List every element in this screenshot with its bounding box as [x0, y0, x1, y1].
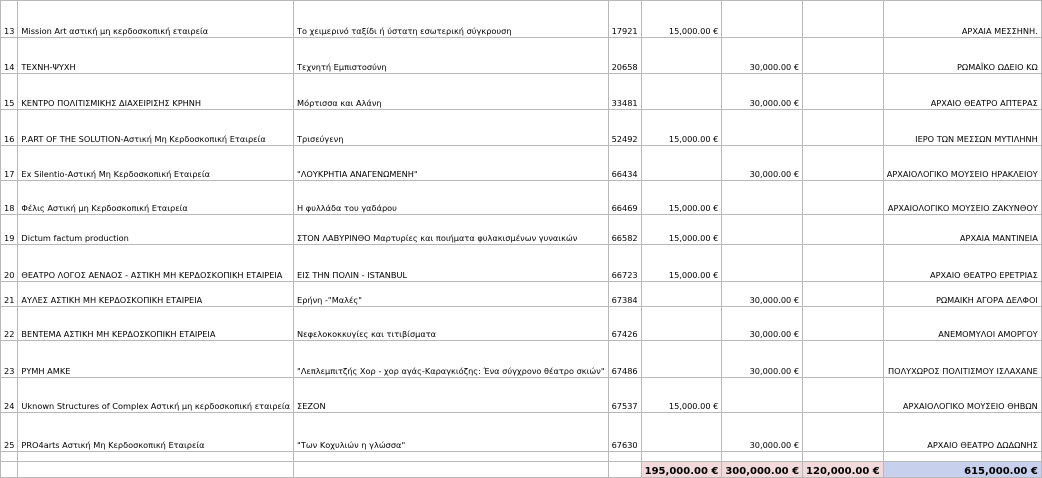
title-cell[interactable]: Νεφελοκοκκυγίες και τιτιβίσματα: [294, 307, 609, 341]
organization-cell[interactable]: P.ART OF THE SOLUTION-Αστική Μη Κερδοσκοπική Εταιρεία: [18, 110, 294, 146]
id-cell[interactable]: 66434: [608, 146, 641, 181]
total-b-cell[interactable]: 300,000.00 €: [722, 462, 803, 478]
organization-cell[interactable]: ΑΥΛΕΣ ΑΣΤΙΚΗ ΜΗ ΚΕΡΔΟΣΚΟΠΙΚΗ ΕΤΑΙΡΕΙΑ: [18, 282, 294, 307]
row-number: 23: [1, 341, 18, 378]
table-row[interactable]: [1, 282, 1042, 307]
amount-b-cell[interactable]: 30,000.00 €: [722, 146, 803, 181]
venue-cell[interactable]: ΑΡΧΑΙΑ ΜΕΣΣΗΝΗ.: [883, 1, 1041, 38]
amount-a-cell[interactable]: 15,000.00 €: [641, 1, 722, 38]
table-row[interactable]: [1, 74, 1042, 110]
amount-c-cell[interactable]: [803, 341, 884, 378]
amount-b-cell[interactable]: 30,000.00 €: [722, 341, 803, 378]
table-row[interactable]: [1, 215, 1042, 245]
table-row[interactable]: [1, 38, 1042, 74]
amount-c-cell[interactable]: [803, 413, 884, 452]
venue-cell[interactable]: ΑΡΧΑΙΟ ΘΕΑΤΡΟ ΑΠΤΕΡΑΣ: [883, 74, 1041, 110]
title-cell[interactable]: "ΛΟΥΚΡΗΤΙΑ ΑΝΑΓΕΝΩΜΕΝΗ": [294, 146, 609, 181]
amount-a-cell[interactable]: 15,000.00 €: [641, 181, 722, 215]
title-cell[interactable]: "Λεπλεμπιτζής Χορ - χορ αγάς-Καραγκιόζης: Ένα σύγχρονο θέατρο σκιών": [294, 341, 609, 378]
title-cell[interactable]: ΣΕΖΟΝ: [294, 378, 609, 413]
empty-cell: [722, 452, 803, 462]
organization-cell[interactable]: ΒΕΝΤΕΜΑ ΑΣΤΙΚΗ ΜΗ ΚΕΡΔΟΣΚΟΠΙΚΗ ΕΤΑΙΡΕΙΑ: [18, 307, 294, 341]
row-number: 21: [1, 282, 18, 307]
row-number: 24: [1, 378, 18, 413]
amount-b-cell[interactable]: 30,000.00 €: [722, 38, 803, 74]
amount-a-cell[interactable]: 15,000.00 €: [641, 245, 722, 282]
amount-a-cell[interactable]: [641, 413, 722, 452]
amount-b-cell[interactable]: 30,000.00 €: [722, 74, 803, 110]
id-cell[interactable]: 67537: [608, 378, 641, 413]
row-number: 16: [1, 110, 18, 146]
empty-cell: [294, 452, 609, 462]
amount-c-cell[interactable]: [803, 146, 884, 181]
row-number: 22: [1, 307, 18, 341]
venue-cell[interactable]: ΑΡΧΑΙΟ ΘΕΑΤΡΟ ΕΡΕΤΡΙΑΣ: [883, 245, 1041, 282]
amount-a-cell[interactable]: [641, 38, 722, 74]
amount-b-cell[interactable]: 30,000.00 €: [722, 413, 803, 452]
row-number: 25: [1, 413, 18, 452]
empty-cell: [608, 452, 641, 462]
id-cell[interactable]: 66723: [608, 245, 641, 282]
organization-cell[interactable]: ΚΕΝΤΡΟ ΠΟΛΙΤΙΣΜΙΚΗΣ ΔΙΑΧΕΙΡΙΣΗΣ ΚΡΗΝΗ: [18, 74, 294, 110]
id-cell[interactable]: 67486: [608, 341, 641, 378]
amount-c-cell[interactable]: [803, 110, 884, 146]
id-cell[interactable]: 67384: [608, 282, 641, 307]
table-row[interactable]: [1, 181, 1042, 215]
table-row[interactable]: [1, 146, 1042, 181]
amount-c-cell[interactable]: [803, 282, 884, 307]
total-a-cell[interactable]: 195,000.00 €: [641, 462, 722, 478]
venue-cell[interactable]: ΠΟΛΥΧΩΡΟΣ ΠΟΛΙΤΙΣΜΟΥ ΙΣΛΑΧΑΝΕ: [883, 341, 1041, 378]
table-row[interactable]: [1, 307, 1042, 341]
grand-total-cell[interactable]: 615,000.00 €: [883, 462, 1041, 478]
id-cell[interactable]: 67426: [608, 307, 641, 341]
venue-cell[interactable]: ΑΝΕΜΟΜΥΛΟΙ ΑΜΟΡΓΟΥ: [883, 307, 1041, 341]
organization-cell[interactable]: ΡΥΜΗ ΑΜΚΕ: [18, 341, 294, 378]
title-cell[interactable]: Μόρτισσα και Αλάνη: [294, 74, 609, 110]
empty-cell: [803, 452, 884, 462]
empty-cell: [608, 462, 641, 478]
amount-a-cell[interactable]: 15,000.00 €: [641, 378, 722, 413]
amount-b-cell[interactable]: [722, 181, 803, 215]
title-cell[interactable]: "Των Κοχυλιών η γλώσσα": [294, 413, 609, 452]
table-row[interactable]: [1, 1, 1042, 38]
venue-cell[interactable]: ΑΡΧΑΙΟ ΘΕΑΤΡΟ ΔΩΔΩΝΗΣ: [883, 413, 1041, 452]
amount-c-cell[interactable]: [803, 74, 884, 110]
title-cell[interactable]: Το χειμερινό ταξίδι ή ύστατη εσωτερική σύγκρουση: [294, 1, 609, 38]
title-cell[interactable]: ΕΙΣ ΤΗΝ ΠΟΛΙΝ - ISTANBUL: [294, 245, 609, 282]
amount-b-cell[interactable]: [722, 245, 803, 282]
empty-cell: [18, 462, 294, 478]
id-cell[interactable]: 52492: [608, 110, 641, 146]
amount-c-cell[interactable]: [803, 307, 884, 341]
table-row[interactable]: [1, 378, 1042, 413]
venue-cell[interactable]: ΡΩΜΑΪΚΟ ΩΔΕΙΟ ΚΩ: [883, 38, 1041, 74]
table-row[interactable]: [1, 110, 1042, 146]
empty-cell: [883, 452, 1041, 462]
title-cell[interactable]: Ερήνη -"Μαλές": [294, 282, 609, 307]
amount-a-cell[interactable]: [641, 282, 722, 307]
totals-row[interactable]: [1, 462, 1042, 478]
table-row[interactable]: [1, 413, 1042, 452]
organization-cell[interactable]: ΘΕΑΤΡΟ ΛΟΓΟΣ ΑΕΝΑΟΣ - ΑΣΤΙΚΗ ΜΗ ΚΕΡΔΟΣΚΟΠΙΚΗ ΕΤΑΙΡΕΙΑ: [18, 245, 294, 282]
row-number: 18: [1, 181, 18, 215]
id-cell[interactable]: 66582: [608, 215, 641, 245]
amount-c-cell[interactable]: [803, 378, 884, 413]
amount-a-cell[interactable]: [641, 74, 722, 110]
organization-cell[interactable]: Dictum factum production: [18, 215, 294, 245]
row-number: 13: [1, 1, 18, 38]
amount-b-cell[interactable]: 30,000.00 €: [722, 307, 803, 341]
row-number: 15: [1, 74, 18, 110]
title-cell[interactable]: ΣΤΟΝ ΛΑΒΥΡΙΝΘΟ Μαρτυρίες και ποιήματα φυλακισμένων γυναικών: [294, 215, 609, 245]
empty-cell: [641, 452, 722, 462]
venue-cell[interactable]: ΑΡΧΑΙΟΛΟΓΙΚΟ ΜΟΥΣΕΙΟ ΗΡΑΚΛΕΙΟΥ: [883, 146, 1041, 181]
row-number: 14: [1, 38, 18, 74]
spacer-row: [1, 452, 1042, 462]
row-number: 19: [1, 215, 18, 245]
amount-b-cell[interactable]: [722, 378, 803, 413]
venue-cell[interactable]: ΑΡΧΑΙΟΛΟΓΙΚΟ ΜΟΥΣΕΙΟ ΖΑΚΥΝΘΟΥ: [883, 181, 1041, 215]
organization-cell[interactable]: Uknown Structures of Complex Αστική μη κερδοσκοπική εταιρεία: [18, 378, 294, 413]
title-cell[interactable]: Η φυλλάδα του γαδάρου: [294, 181, 609, 215]
amount-a-cell[interactable]: 15,000.00 €: [641, 215, 722, 245]
title-cell[interactable]: Τεχνητή Εμπιστοσύνη: [294, 38, 609, 74]
id-cell[interactable]: 33481: [608, 74, 641, 110]
venue-cell[interactable]: ΑΡΧΑΙΟΛΟΓΙΚΟ ΜΟΥΣΕΙΟ ΘΗΒΩΝ: [883, 378, 1041, 413]
row-number: 17: [1, 146, 18, 181]
organization-cell[interactable]: PRO4arts Αστική Μη Κερδοσκοπική Εταιρεία: [18, 413, 294, 452]
id-cell[interactable]: 17921: [608, 1, 641, 38]
amount-b-cell[interactable]: [722, 110, 803, 146]
amount-a-cell[interactable]: 15,000.00 €: [641, 110, 722, 146]
empty-cell: [1, 452, 18, 462]
amount-c-cell[interactable]: [803, 181, 884, 215]
row-number: 20: [1, 245, 18, 282]
amount-c-cell[interactable]: [803, 38, 884, 74]
amount-b-cell[interactable]: [722, 215, 803, 245]
empty-cell: [1, 462, 18, 478]
organization-cell[interactable]: ΤΕΧΝΗ-ΨΥΧΗ: [18, 38, 294, 74]
organization-cell[interactable]: Ex Silentio-Αστική Μη Κερδοσκοπική Εταιρεία: [18, 146, 294, 181]
amount-a-cell[interactable]: [641, 307, 722, 341]
organization-cell[interactable]: Φέλις Αστική μη Κερδοσκοπική Εταιρεία: [18, 181, 294, 215]
total-c-cell[interactable]: 120,000.00 €: [803, 462, 884, 478]
id-cell[interactable]: 66469: [608, 181, 641, 215]
amount-c-cell[interactable]: [803, 1, 884, 38]
title-cell[interactable]: Τρισεύγενη: [294, 110, 609, 146]
venue-cell[interactable]: ΡΩΜΑΙΚΗ ΑΓΟΡΑ ΔΕΛΦΟΙ: [883, 282, 1041, 307]
amount-c-cell[interactable]: [803, 215, 884, 245]
venue-cell[interactable]: ΑΡΧΑΙΑ ΜΑΝΤΙΝΕΙΑ: [883, 215, 1041, 245]
amount-a-cell[interactable]: [641, 341, 722, 378]
table-row[interactable]: [1, 341, 1042, 378]
empty-cell: [294, 462, 609, 478]
empty-cell: [18, 452, 294, 462]
organization-cell[interactable]: Mission Art αστική μη κερδοσκοπική εταιρεία: [18, 1, 294, 38]
table-body: [1, 1, 1042, 478]
id-cell[interactable]: 67630: [608, 413, 641, 452]
amount-b-cell[interactable]: 30,000.00 €: [722, 282, 803, 307]
venue-cell[interactable]: ΙΕΡΟ ΤΩΝ ΜΕΣΣΩΝ ΜΥΤΙΛΗΝΗ: [883, 110, 1041, 146]
id-cell[interactable]: 20658: [608, 38, 641, 74]
amount-c-cell[interactable]: [803, 245, 884, 282]
amount-a-cell[interactable]: [641, 146, 722, 181]
table-row[interactable]: [1, 245, 1042, 282]
amount-b-cell[interactable]: [722, 1, 803, 38]
